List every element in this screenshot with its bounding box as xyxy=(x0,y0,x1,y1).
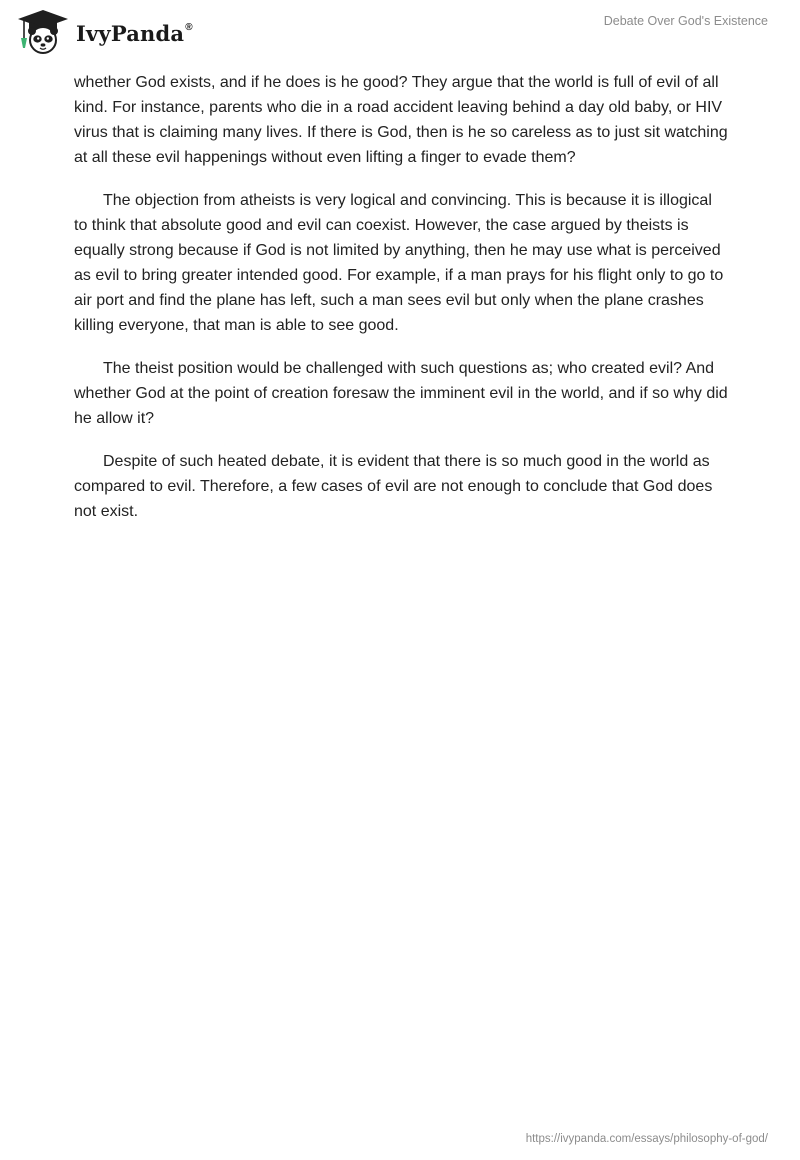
essay-body xyxy=(74,70,728,542)
registered-mark: ® xyxy=(185,21,193,33)
panda-graduation-cap-icon xyxy=(14,8,72,56)
document-title: Debate Over God's Existence xyxy=(603,14,768,28)
source-url-link[interactable]: https://ivypanda.com/essays/philosophy-of-god/ xyxy=(525,1133,768,1145)
paragraph: The objection from atheists is very logical and convincing. This is because it is illogical to think that absolute good and evil can coexist. However, the case argued by theists is equally strong because if God is not limited by anything, then he may use what is perceived as evil to bring greater intended good. For example, if a man prays for his flight only to go to air port and find the plane has left, such a man sees evil but only when the plane crashes killing everyone, that man is able to see good. xyxy=(74,192,724,334)
paragraph: whether God exists, and if he does is he good? They argue that the world is full of evil of all kind. For instance, parents who die in a road accident leaving behind a day old baby, or HIV virus that is claiming many lives. If there is God, then is he so careless as to just sit watching at all these evil happenings without even lifting a finger to evade them? xyxy=(74,74,728,166)
logo-wordmark xyxy=(76,21,193,46)
paragraph: The theist position would be challenged with such questions as; who created evil? And whether God at the point of creation foresaw the imminent evil in the world, and if so why did he allow it? xyxy=(74,360,728,427)
page-header xyxy=(0,0,800,62)
ivypanda-logo[interactable] xyxy=(14,8,193,56)
logo-name: IvyPanda xyxy=(76,20,185,46)
paragraph: Despite of such heated debate, it is evident that there is so much good in the world as compared to evil. Therefore, a few cases of evil are not enough to conclude that God does not exist. xyxy=(74,453,713,520)
